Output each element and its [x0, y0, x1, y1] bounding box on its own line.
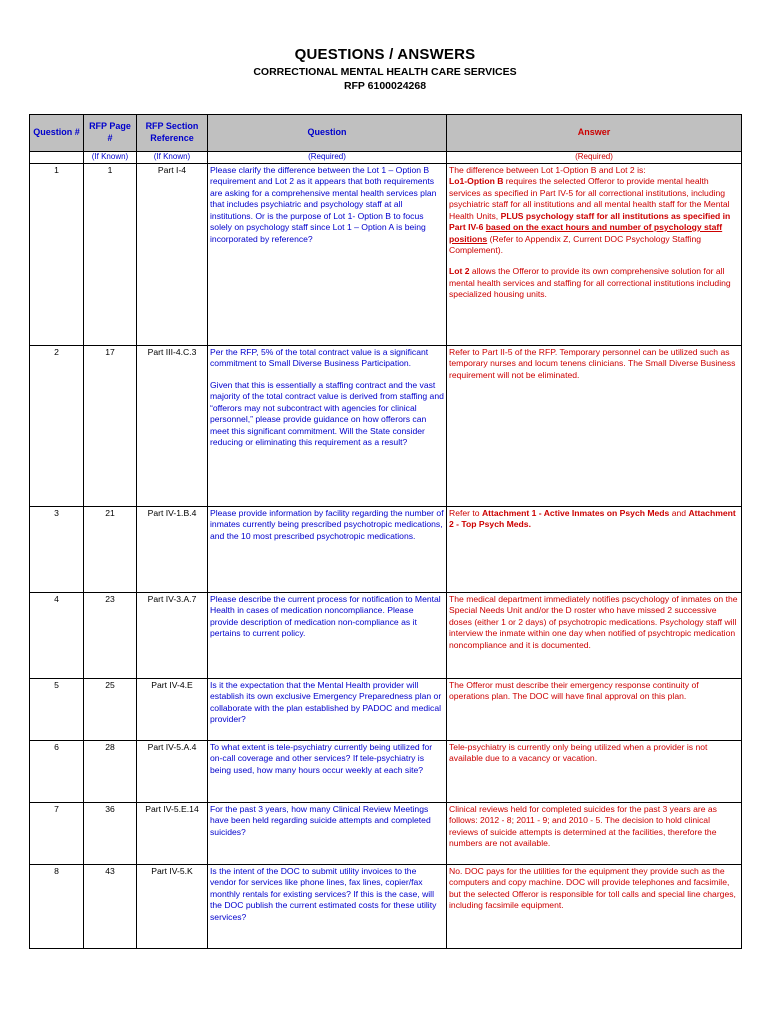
attachment-1: Attachment 1 - Active Inmates on Psych Meds	[481, 508, 670, 518]
question-number: 5	[30, 679, 84, 741]
rfp-page: 17	[84, 346, 137, 507]
question-text: Please provide information by facility regarding the number of inmates currently being prescribed psychotropic medications, and the 10 most prescribed psychotropic medications.	[208, 507, 447, 593]
col-header-section: RFP Section Reference	[137, 115, 208, 152]
table-row	[30, 593, 742, 679]
answer-intro: The difference between Lot 1-Option B and Lot 2 is:	[449, 165, 646, 175]
section-reference: Part IV-1.B.4	[137, 507, 208, 593]
question-text: Please describe the current process for notification to Mental Health in cases of medication noncompliance. Please provide description of medication non-compliance as it pertains to current policy.	[208, 593, 447, 679]
table-row	[30, 741, 742, 803]
lot1-text: requires the selected Offeror to provide mental health services as specified in Part IV-5 for all correctional institutions, including psychiatric staff for all institutions and all mental health staff for the Mental Health Units,	[449, 176, 730, 221]
answer-text: The Offeror must describe their emergency response continuity of operations plan. The DOC will have final approval on this plan.	[447, 679, 742, 741]
subheader-question: (Required)	[208, 152, 447, 164]
subheader-section: (If Known)	[137, 152, 208, 164]
col-header-answer: Answer	[447, 115, 742, 152]
answer-text	[447, 164, 742, 346]
lot2-label: Lot 2	[449, 266, 470, 277]
question-text: To what extent is tele-psychiatry currently being utilized for on-call coverage and other services? If tele-psychiatry is being used, how many hours occur weekly at each site?	[208, 741, 447, 803]
answer-lot2-paragraph	[449, 266, 739, 300]
answer-text: No. DOC pays for the utilities for the equipment they provide such as the computers and copy machine. DOC will provide telephones and facsimile, but the selected Offeror is responsible for toll calls and special line charges, including facsimile equipment.	[447, 865, 742, 949]
table-row	[30, 507, 742, 593]
subheader-blank	[30, 152, 84, 164]
question-number: 3	[30, 507, 84, 593]
subheader-answer: (Required)	[447, 152, 742, 164]
col-header-question-num: Question #	[30, 115, 84, 152]
section-reference: Part IV-4.E	[137, 679, 208, 741]
section-reference: Part IV-5.E.14	[137, 803, 208, 865]
question-text: Please clarify the difference between the Lot 1 – Option B requirement and Lot 2 as it appears that both requirements are asking for a comprehensive mental health services plan that includes psychiatric and psychology staff at all institutions. Or is the purpose of Lot 1- Option B to focus solely on psychology staff since Lot 1 – Option A is being incorporated by reference?	[208, 164, 447, 346]
rfp-page: 36	[84, 803, 137, 865]
qa-table	[29, 114, 742, 949]
question-number: 6	[30, 741, 84, 803]
question-number: 2	[30, 346, 84, 507]
attachment-2: Attachment 2 - Top Psych Meds.	[449, 508, 736, 530]
answer-text: Refer to Part II-5 of the RFP. Temporary personnel can be utilized such as temporary nurses and locum tenens clinicians. The Small Diverse Business requirement will not be eliminated.	[447, 346, 742, 507]
rfp-page: 23	[84, 593, 137, 679]
table-row	[30, 803, 742, 865]
question-text	[208, 346, 447, 507]
based-on-text: based on the exact hours and number of psychology staff positions	[449, 222, 723, 244]
question-text: For the past 3 years, how many Clinical Review Meetings have been held regarding suicide attempts and completed suicides?	[208, 803, 447, 865]
rfp-page: 21	[84, 507, 137, 593]
col-header-question: Question	[208, 115, 447, 152]
refer-text: (Refer to Appendix Z, Current DOC Psychology Staffing Complement).	[449, 233, 702, 255]
subheader-rfp-page: (If Known)	[84, 152, 137, 164]
rfp-page: 1	[84, 164, 137, 346]
refer-text: Refer to	[449, 508, 482, 518]
question-text: Is the intent of the DOC to submit utility invoices to the vendor for services like phone lines, fax lines, copier/fax monthly rentals for existing services? If this is the case, will the DOC publish the current estimated costs for these utility services?	[208, 865, 447, 949]
question-number: 7	[30, 803, 84, 865]
col-header-rfp-page: RFP Page #	[84, 115, 137, 152]
answer-text: The medical department immediately notifies pscychology of inmates on the Special Needs Unit and/or the D roster who have missed 2 successive doses (either 1 or 2 days) of psychotropic medications. Psychology staff will interview the inmate within one day when notified of psychtropic medication noncompliance and it is documented.	[447, 593, 742, 679]
table-row	[30, 164, 742, 346]
table-row	[30, 346, 742, 507]
question-number: 1	[30, 164, 84, 346]
section-reference: Part IV-5.K	[137, 865, 208, 949]
answer-lot1-paragraph	[449, 176, 739, 256]
rfp-page: 43	[84, 865, 137, 949]
lot2-text: allows the Offeror to provide its own comprehensive solution for all mental health services and staffing for all correctional institutions including specialized housing units.	[449, 266, 731, 300]
table-subheader-row	[30, 152, 742, 164]
question-number: 8	[30, 865, 84, 949]
page-subtitle: CORRECTIONAL MENTAL HEALTH CARE SERVICES	[253, 66, 517, 78]
plus-text: PLUS psychology staff for all institutions as specified in Part IV-6	[449, 210, 731, 233]
rfp-page: 25	[84, 679, 137, 741]
rfp-number: RFP 6100024268	[343, 80, 427, 92]
rfp-page: 28	[84, 741, 137, 803]
section-reference: Part I-4	[137, 164, 208, 346]
table-row	[30, 865, 742, 949]
question-paragraph: Given that this is essentially a staffing contract and the vast majority of the total contract value is derived from staffing and “offerors may not subcontract with agencies for clinical personnel,” please provide guidance on how offerors can meet this significant commitment. Will the State consider reducing or eliminating this requirement as a result?	[210, 379, 444, 447]
page-title: QUESTIONS / ANSWERS	[294, 46, 476, 63]
question-number: 4	[30, 593, 84, 679]
answer-text: Tele-psychiatry is currently only being utilized when a provider is not available due to a vacancy or vacation.	[447, 741, 742, 803]
and-text: and	[669, 508, 689, 518]
question-text: Is it the expectation that the Mental Health provider will establish its own exclusive Emergency Preparedness plan or collaborate with the plan established by PADOC and medical provider?	[208, 679, 447, 741]
section-reference: Part III-4.C.3	[137, 346, 208, 507]
lot1-label: Lo1-Option B	[449, 176, 504, 187]
section-reference: Part IV-3.A.7	[137, 593, 208, 679]
section-reference: Part IV-5.A.4	[137, 741, 208, 803]
table-header-row	[30, 115, 742, 152]
table-row	[30, 679, 742, 741]
answer-text	[447, 507, 742, 593]
answer-text: Clinical reviews held for completed suicides for the past 3 years are as follows: 2012 - 8; 2011 - 9; and 2010 - 5. The decision to hold clinical reviews of suicide attempts is determined at the facilities, therefore the numbers are not available.	[447, 803, 742, 865]
question-paragraph: Per the RFP, 5% of the total contract value is a significant commitment to Small Diverse Business Participation.	[210, 347, 429, 369]
